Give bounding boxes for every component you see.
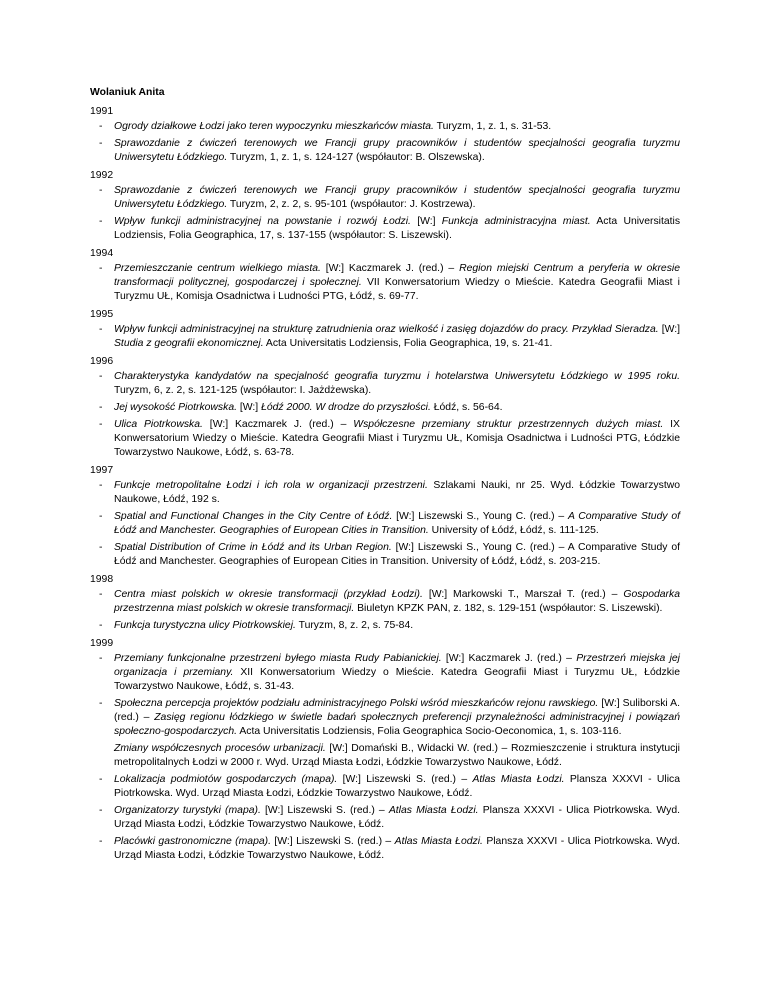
- citation-text: Plansza XXXVI - Ulica Piotrkowska. Wyd. Urząd Miasta Łodzi, Łódzkie Towarzystwo Naukowe, Łódź.: [114, 836, 680, 861]
- citation-text: Biuletyn KPZK PAN, z. 182, s. 129-151 (współautor: S. Liszewski).: [354, 603, 663, 614]
- year-heading: 1991: [90, 106, 114, 117]
- citation-text: VII Konwersatorium Wiedzy o Mieście. Katedra Geografii Miast i Turyzmu UŁ, Komisja Osadnictwa i Ludności PTG, Łódź, s. 69-77.: [114, 277, 680, 302]
- publication-entry: [90, 262, 680, 304]
- year-heading: 1992: [90, 170, 114, 181]
- list-dash: -: [99, 371, 103, 382]
- title-text: Atlas Miasta Łodzi.: [394, 836, 483, 847]
- publication-entry: [90, 588, 680, 616]
- title-text: Wpływ funkcji administracyjnej na powstanie i rozwój Łodzi.: [114, 216, 411, 227]
- citation-text: Turyzm, 8, z. 2, s. 75-84.: [295, 620, 414, 631]
- citation-text: [W:] Liszewski S. (red.) –: [260, 805, 389, 816]
- title-text: Zmiany współczesnych procesów urbanizacji.: [114, 743, 326, 754]
- citation-text: [W:] Liszewski S. (red.) –: [337, 774, 473, 785]
- title-text: Wpływ funkcji administracyjnej na strukturę zatrudnienia oraz wielkość i zasięg dojazdów do pracy. Przykład Sieradza.: [114, 324, 659, 335]
- title-text: Przemieszczanie centrum wielkiego miasta.: [114, 263, 321, 274]
- title-text: Funkcja administracyjna miast.: [441, 216, 591, 227]
- publication-entry: [90, 215, 680, 243]
- title-text: Zasięg regionu łódzkiego w świetle badań społecznych preferencji przynależności administracyjnej i powiązań społeczno-gospodarczych.: [114, 712, 680, 737]
- list-dash: -: [99, 698, 103, 709]
- list-dash: -: [99, 185, 103, 196]
- citation-text: Acta Universitatis Lodziensis, Folia Geographica Socio-Oeconomica, 1, s. 103-116.: [237, 726, 622, 737]
- publication-entry: [90, 479, 680, 507]
- title-text: Funkcje metropolitalne Łodzi i ich rola w organizacji przestrzeni.: [114, 480, 428, 491]
- publication-entry: [90, 697, 680, 739]
- citation-text: [W:] Liszewski S. (red.) –: [270, 836, 395, 847]
- title-text: Funkcja turystyczna ulicy Piotrkowskiej.: [114, 620, 296, 631]
- bibliography: [90, 86, 680, 866]
- publication-entry: [90, 137, 680, 165]
- year-heading: 1998: [90, 574, 114, 585]
- title-text: Charakterystyka kandydatów na specjalność geografia turyzmu i hotelarstwa Uniwersytetu Łódzkiego w 1995 roku.: [114, 371, 680, 382]
- citation-text: [W:] Domański B., Widacki W. (red.) – Rozmieszczenie i struktura instytucji metropolitalnych Łodzi w 2000 r. Wyd. Urząd Miasta Łodzi, Łódzkie Towarzystwo Naukowe, Łódź.: [114, 743, 680, 768]
- list-dash: -: [99, 653, 103, 664]
- list-dash: -: [99, 324, 103, 335]
- list-dash: -: [99, 511, 103, 522]
- title-text: A Comparative Study of Łódź and Manchester. Geographies of European Cities in Transition.: [114, 511, 680, 536]
- citation-text: Acta Universitatis Lodziensis, Folia Geographica, 17, s. 137-155 (współautor: S. Liszewski).: [114, 216, 681, 241]
- citation-text: [W:] Suliborski A. (red.) –: [114, 698, 680, 723]
- citation-text: [W:] Liszewski S., Young C. (red.) –: [392, 511, 568, 522]
- title-text: Gospodarka przestrzenna miast polskich w okresie transformacji.: [114, 589, 680, 614]
- title-text: Centra miast polskich w okresie transformacji (przykład Łodzi).: [114, 589, 423, 600]
- title-text: Organizatorzy turystyki (mapa).: [114, 805, 261, 816]
- title-text: Jej wysokość Piotrkowska.: [114, 402, 237, 413]
- list-dash: -: [99, 121, 103, 132]
- title-text: Spatial and Functional Changes in the City Centre of Łódź.: [114, 511, 393, 522]
- list-dash: -: [99, 805, 103, 816]
- title-text: Region miejski Centrum a peryferia w okresie transformacji politycznej, gospodarczej i społecznej.: [114, 263, 680, 288]
- citation-text: Turyzm, 1, z. 1, s. 31-53.: [433, 121, 552, 132]
- publication-entry: [90, 401, 680, 415]
- publication-entry: [90, 120, 680, 134]
- citation-text: Plansza XXXVI - Ulica Piotrkowska. Wyd. Urząd Miasta Łodzi, Łódzkie Towarzystwo Naukowe, Łódź.: [114, 774, 680, 799]
- citation-text: Turyzm, 2, z. 2, s. 95-101 (współautor: J. Kostrzewa).: [227, 199, 476, 210]
- citation-text: University of Łódź, Łódź, s. 111-125.: [428, 525, 599, 536]
- list-dash: -: [99, 589, 103, 600]
- title-text: Ogrody działkowe Łodzi jako teren wypoczynku mieszkańców miasta.: [114, 121, 434, 132]
- list-dash: -: [99, 774, 103, 785]
- list-dash: -: [99, 263, 103, 274]
- citation-text: IX Konwersatorium Wiedzy o Mieście. Katedra Geografii Miast i Turyzmu UŁ, Komisja Osadnictwa i Ludności PTG, Łódzkie Towarzystwo Naukowe, Łódź, s. 63-78.: [114, 419, 680, 458]
- citation-text: Turyzm, 1, z. 1, s. 124-127 (współautor: B. Olszewska).: [227, 152, 485, 163]
- citation-text: [W:] Liszewski S., Young C. (red.) – A Comparative Study of Łódź and Manchester. Geographies of European Cities in Transition. University of Łódź, Łódź, s. 203-215.: [114, 542, 680, 567]
- list-dash: -: [99, 402, 103, 413]
- publication-entry: [90, 652, 680, 694]
- publication-entry: [90, 742, 680, 770]
- title-text: Przestrzeń miejska jej organizacja i przemiany.: [114, 653, 680, 678]
- citation-text: Acta Universitatis Lodziensis, Folia Geographica, 19, s. 21-41.: [263, 338, 553, 349]
- publication-entry: [90, 835, 680, 863]
- year-heading: 1996: [90, 356, 114, 367]
- title-text: Sprawozdanie z ćwiczeń terenowych we Francji grupy pracowników i studentów specjalności geografia turyzmu Uniwersytetu Łódzkiego.: [114, 185, 680, 210]
- title-text: Współczesne przemiany struktur przestrzennych dużych miast.: [353, 419, 664, 430]
- citation-text: [W:]: [658, 324, 680, 335]
- citation-text: [W:]: [237, 402, 262, 413]
- list-dash: -: [99, 419, 103, 430]
- year-list: [90, 105, 680, 863]
- publication-entry: [90, 510, 680, 538]
- title-text: Ulica Piotrkowska.: [114, 419, 203, 430]
- citation-text: [W:] Markowski T., Marszał T. (red.) –: [422, 589, 624, 600]
- list-dash: -: [99, 138, 103, 149]
- title-text: Placówki gastronomiczne (mapa).: [114, 836, 271, 847]
- publication-entry: [90, 619, 680, 633]
- citation-text: [W:] Kaczmarek J. (red.) –: [202, 419, 354, 430]
- citation-text: Plansza XXXVI - Ulica Piotrkowska. Wyd. Urząd Miasta Łodzi, Łódzkie Towarzystwo Naukowe, Łódź.: [114, 805, 680, 830]
- citation-text: Turyzm, 6, z. 2, s. 121-125 (współautor: I. Jażdżewska).: [114, 385, 372, 396]
- list-dash: -: [99, 480, 103, 491]
- publication-entry: [90, 370, 680, 398]
- publication-entry: [90, 323, 680, 351]
- title-text: Łódź 2000. W drodze do przyszłości.: [261, 402, 431, 413]
- year-heading: 1997: [90, 465, 114, 476]
- title-text: Atlas Miasta Łodzi.: [388, 805, 479, 816]
- publication-entry: [90, 773, 680, 801]
- publication-entry: [90, 804, 680, 832]
- publication-entry: [90, 541, 680, 569]
- title-text: Sprawozdanie z ćwiczeń terenowych we Francji grupy pracowników i studentów specjalności geografia turyzmu Uniwersytetu Łódzkiego.: [114, 138, 680, 163]
- list-dash: -: [99, 542, 103, 553]
- year-heading: 1995: [90, 309, 114, 320]
- list-dash: -: [99, 216, 103, 227]
- citation-text: [W:] Kaczmarek J. (red.) –: [441, 653, 577, 664]
- title-text: Studia z geografii ekonomicznej.: [114, 338, 264, 349]
- citation-text: [W:] Kaczmarek J. (red.) –: [320, 263, 460, 274]
- title-text: Lokalizacja podmiotów gospodarczych (mapa).: [114, 774, 338, 785]
- list-dash: -: [99, 620, 103, 631]
- title-text: Przemiany funkcjonalne przestrzeni byłego miasta Rudy Pabianickiej.: [114, 653, 442, 664]
- title-text: Społeczna percepcja projektów podziału administracyjnego Polski wśród mieszkańców rejonu rawskiego.: [114, 698, 599, 709]
- citation-text: XII Konwersatorium Wiedzy o Mieście. Katedra Geografii Miast i Turyzmu UŁ, Łódzkie Towarzystwo Naukowe, Łódź, s. 31-43.: [114, 667, 680, 692]
- list-dash: -: [99, 836, 103, 847]
- author-heading: Wolaniuk Anita: [90, 87, 165, 98]
- citation-text: [W:]: [410, 216, 442, 227]
- citation-text: Łódź, s. 56-64.: [430, 402, 503, 413]
- title-text: Atlas Miasta Łodzi.: [472, 774, 565, 785]
- title-text: Spatial Distribution of Crime in Łódź and its Urban Region.: [114, 542, 392, 553]
- citation-text: Szlakami Nauki, nr 25. Wyd. Łódzkie Towarzystwo Naukowe, Łódź, 192 s.: [114, 480, 680, 505]
- publication-entry: [90, 418, 680, 460]
- year-heading: 1994: [90, 248, 114, 259]
- year-heading: 1999: [90, 638, 114, 649]
- publication-entry: [90, 184, 680, 212]
